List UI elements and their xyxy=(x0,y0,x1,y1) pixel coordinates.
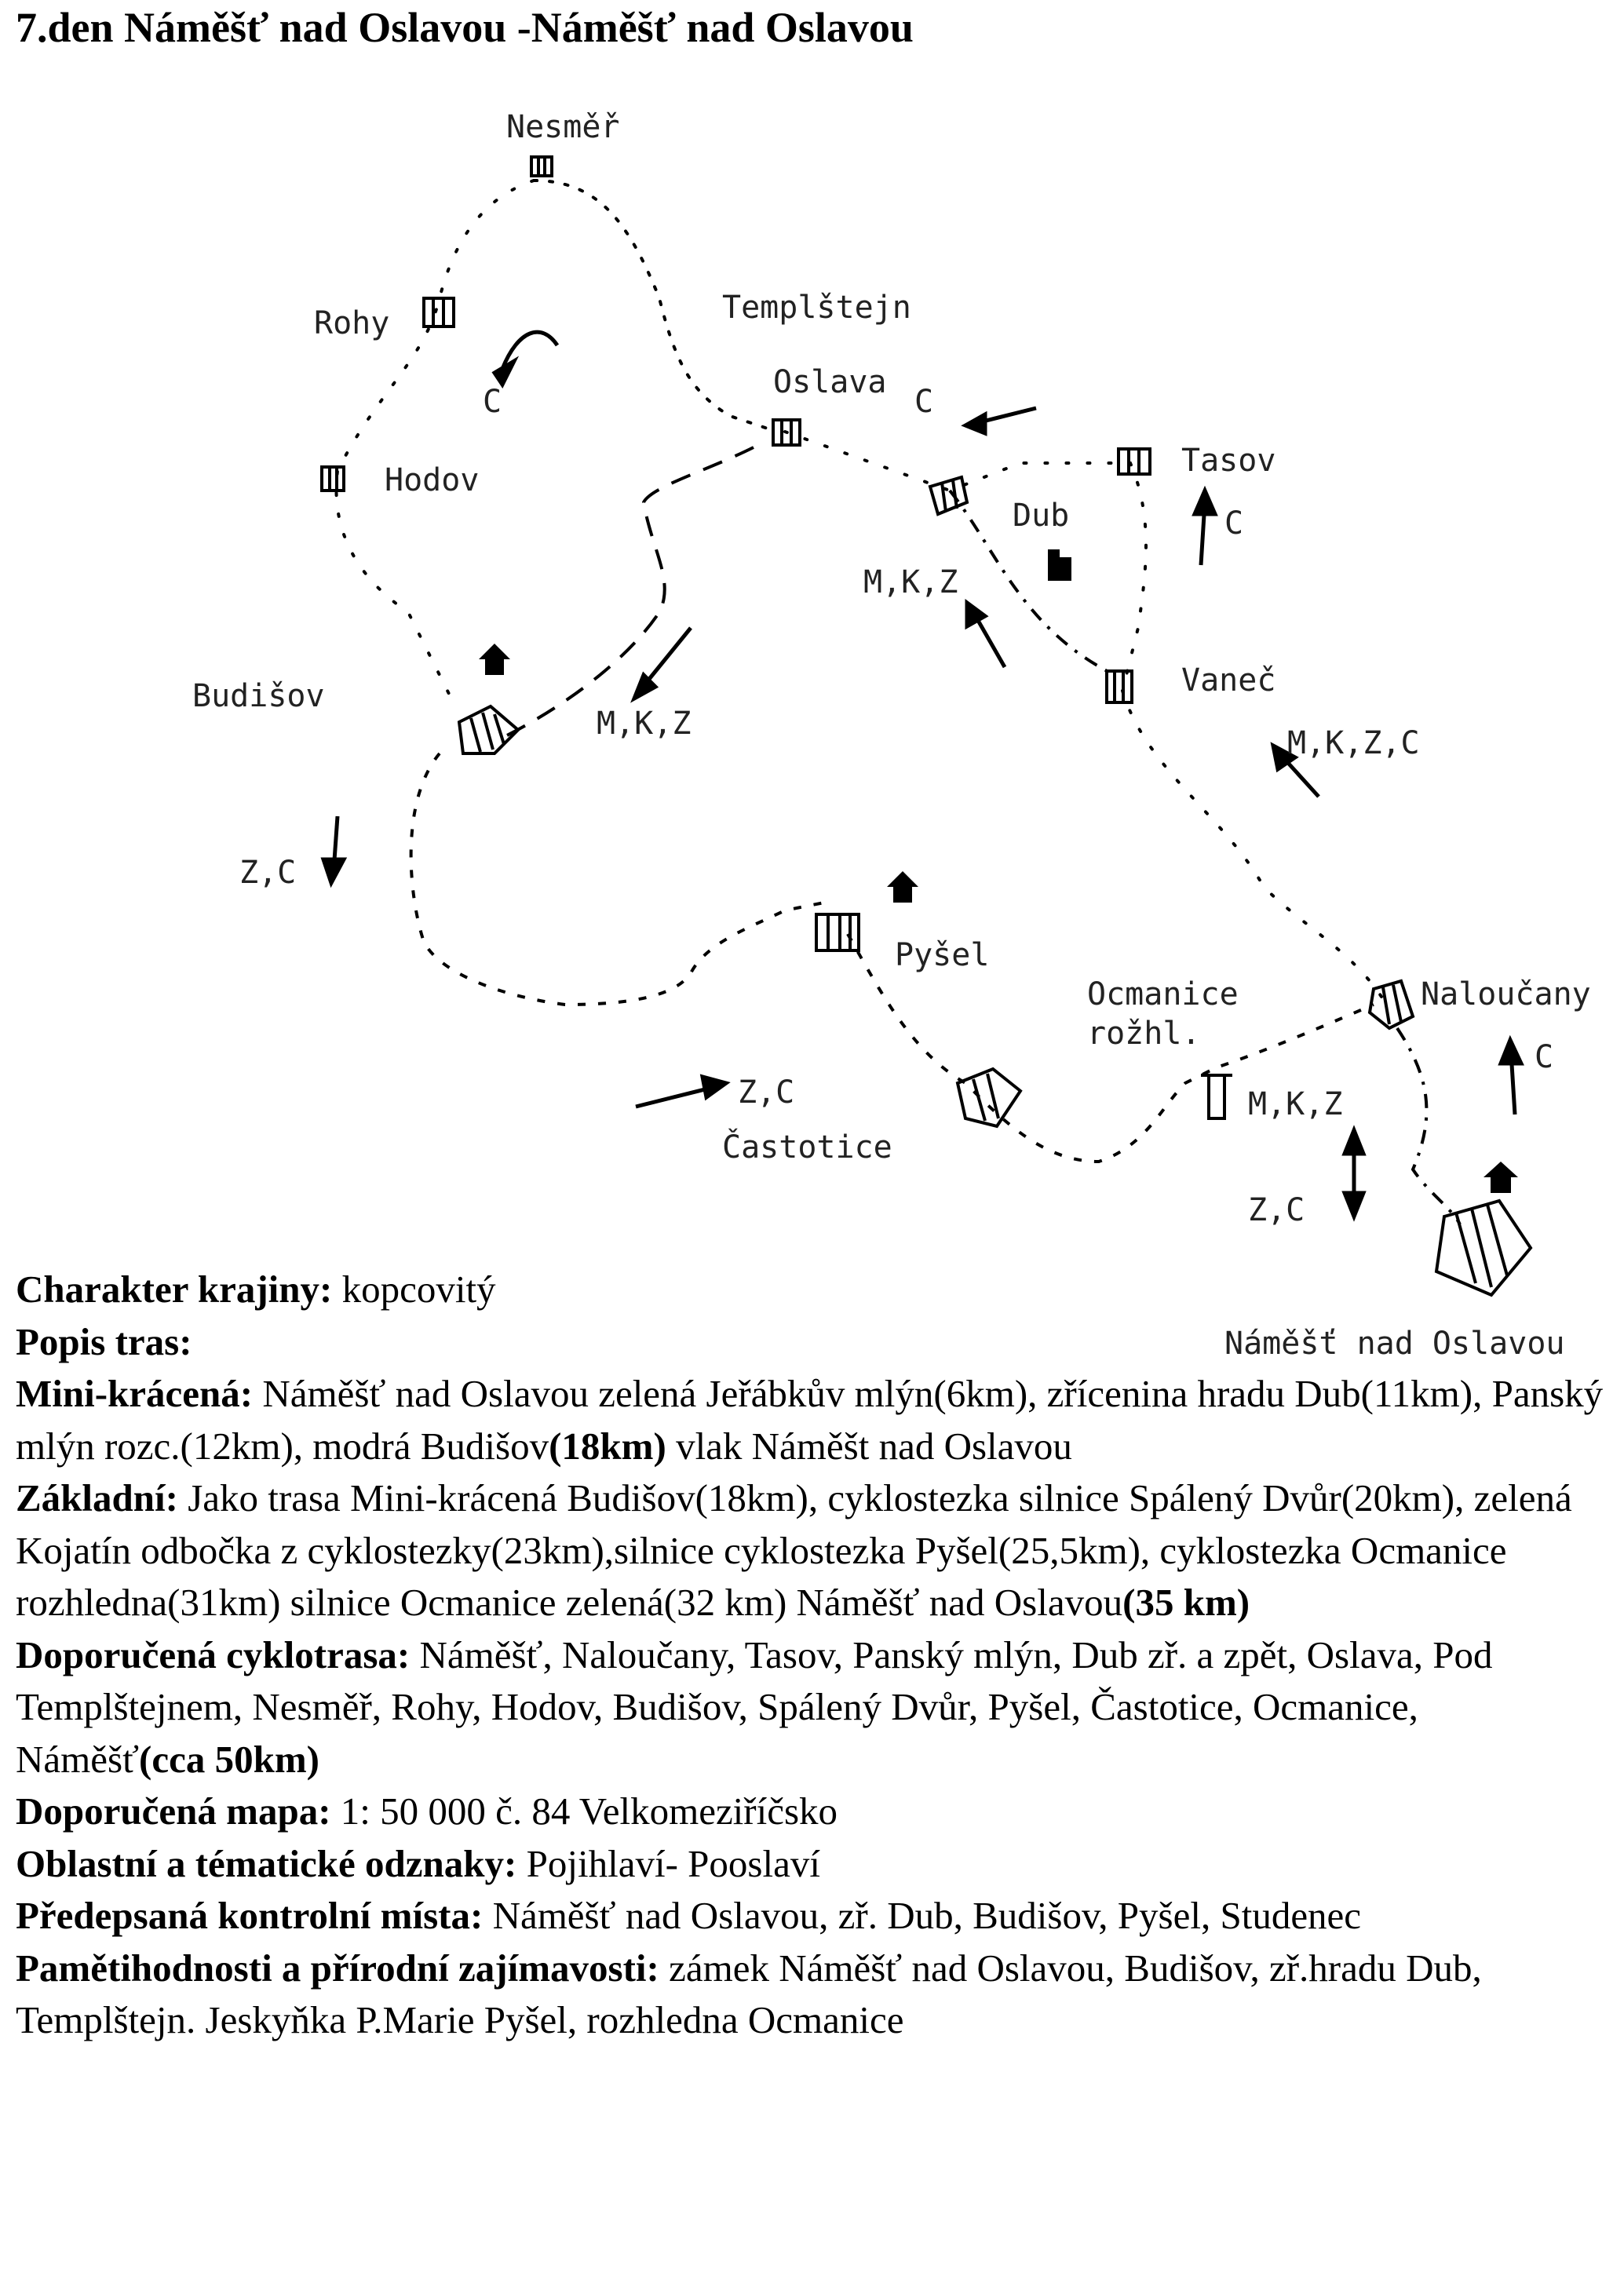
zakladni-bold: (35 km) xyxy=(1122,1581,1250,1624)
label-nesmer: Nesměř xyxy=(506,109,620,145)
odznaky-value: Pojihlaví- Pooslaví xyxy=(526,1841,820,1885)
castle-symbol-dub xyxy=(1048,549,1071,581)
mapa-value: 1: 50 000 č. 84 Velkomeziříčsko xyxy=(340,1789,838,1833)
church-symbol-pysel xyxy=(887,871,918,903)
church-symbol-budisov xyxy=(479,644,510,675)
popis-line xyxy=(16,1316,1609,1369)
town-symbol-naloucany xyxy=(1370,981,1413,1028)
mini-text: Náměšť nad Oslavou zelená Jeřábkův mlýn(6km), zřícenina hradu Dub(11km), Panský mlýn rozc.(12km), modrá Budišov xyxy=(16,1372,1604,1468)
zakladni-text: Jako trasa Mini-krácená Budišov(18km), cyklostezka silnice Spálený Dvůr(20km), zelená Kojatín odbočka z cyklostezky(23km),silnice cyklostezka Pyšel(25,5km), cyklostezka Ocmanice rozhledna(31km) silnice Ocmanice zelená(32 km) Náměšť nad Oslavou xyxy=(16,1476,1572,1624)
annot-c-naloucany: C xyxy=(1535,1039,1554,1075)
town-symbol-nesmer xyxy=(531,157,552,176)
town-symbol-pysel xyxy=(816,914,859,950)
charakter-label: Charakter krajiny: xyxy=(16,1268,333,1311)
label-pysel: Pyšel xyxy=(895,937,990,973)
pamet-line xyxy=(16,1943,1609,2047)
odznaky-label: Oblastní a tématické odznaky: xyxy=(16,1841,517,1885)
popis-label: Popis tras: xyxy=(16,1319,192,1363)
mapa-label: Doporučená mapa: xyxy=(16,1789,331,1833)
arrows xyxy=(323,332,1521,1217)
label-hodov: Hodov xyxy=(385,462,480,498)
zakladni-line xyxy=(16,1472,1609,1629)
label-ocmanice: Ocmanice xyxy=(1087,976,1239,1012)
label-vanec: Vaneč xyxy=(1181,662,1276,699)
route-naloucany-namest xyxy=(1397,1028,1460,1224)
cyklo-line xyxy=(16,1629,1609,1786)
mini-label: Mini-krácená: xyxy=(16,1372,254,1415)
annot-c-oslava: C xyxy=(914,384,934,420)
annot-mkzc-vanec: M,K,Z,C xyxy=(1287,725,1420,761)
label-templstejn: Templštejn xyxy=(722,290,911,326)
label-ocmanice-rozhl: rožhl. xyxy=(1087,1016,1201,1052)
zakladni-label: Základní: xyxy=(16,1476,178,1519)
label-oslava: Oslava xyxy=(773,364,887,400)
kontrolni-value: Náměšť nad Oslavou, zř. Dub, Budišov, Pyšel, Studenec xyxy=(492,1894,1362,1937)
cyklo-bold: (cca 50km) xyxy=(139,1737,319,1781)
label-rohy: Rohy xyxy=(314,305,390,341)
route-nesmer-budisov xyxy=(336,181,534,706)
annot-mkz-ocmanice: M,K,Z xyxy=(1248,1086,1343,1122)
annot-zc-castotice: Z,C xyxy=(738,1074,795,1111)
label-dub: Dub xyxy=(1013,498,1070,534)
town-symbol-hodov xyxy=(322,467,344,491)
cyklo-text: Náměšť, Naloučany, Tasov, Panský mlýn, Dub zř. a zpět, Oslava, Pod Templštejnem, Nesměř, Rohy, Hodov, Budišov, Spálený Dvůr, Pyšel, Častotice, Ocmanice, Náměšť xyxy=(16,1632,1493,1781)
label-budisov: Budišov xyxy=(192,678,325,714)
town-symbol-vanec xyxy=(1107,671,1132,702)
town-symbol-castotice xyxy=(958,1069,1020,1126)
kontrolni-label: Předepsaná kontrolní místa: xyxy=(16,1894,484,1937)
annot-zc-budisov: Z,C xyxy=(239,855,297,891)
route-oslava-budisov xyxy=(502,447,754,738)
route-oslava-tasov xyxy=(785,432,1146,691)
label-namest: Náměšť nad Oslavou xyxy=(1224,1326,1565,1362)
route-budisov-pysel xyxy=(411,753,824,1005)
annot-c-rohy: C xyxy=(483,384,502,420)
mapa-line xyxy=(16,1786,1609,1838)
mini-line xyxy=(16,1368,1609,1472)
charakter-value: kopcovitý xyxy=(341,1268,496,1311)
cyklo-label: Doporučená cyklotrasa: xyxy=(16,1632,411,1676)
church-symbol-namest xyxy=(1483,1162,1518,1193)
annot-c-tasov: C xyxy=(1224,505,1244,542)
annot-mkz-budisov: M,K,Z xyxy=(597,706,692,742)
mini-end: vlak Náměšt nad Oslavou xyxy=(676,1424,1072,1468)
route-description xyxy=(16,1264,1609,2047)
annot-mkz-dub: M,K,Z xyxy=(863,564,958,600)
annot-zc-ocmanice: Z,C xyxy=(1248,1192,1305,1228)
pamet-value: zámek Náměšť nad Oslavou, Budišov, zř.hradu Dub, Templštejn. Jeskyňka P.Marie Pyšel, rozhledna Ocmanice xyxy=(16,1946,1482,2041)
town-symbol-budisov xyxy=(459,706,518,753)
town-symbol-tasov xyxy=(1119,449,1150,474)
odznaky-line xyxy=(16,1838,1609,1891)
tower-symbol-ocmanice xyxy=(1201,1075,1232,1118)
label-naloucany: Naloučany xyxy=(1421,976,1591,1012)
label-tasov: Tasov xyxy=(1181,443,1276,479)
town-symbol-dub xyxy=(930,477,967,514)
pamet-label: Pamětihodnosti a přírodní zajímavosti: xyxy=(16,1946,659,1990)
label-castotice: Častotice xyxy=(722,1129,892,1166)
town-symbol-rohy xyxy=(424,298,454,326)
charakter-line xyxy=(16,1264,1609,1316)
page-title: 7.den Náměšť nad Oslavou -Náměšť nad Oslavou xyxy=(16,4,914,51)
mini-bold: (18km) xyxy=(549,1424,666,1468)
kontrolni-line xyxy=(16,1890,1609,1943)
